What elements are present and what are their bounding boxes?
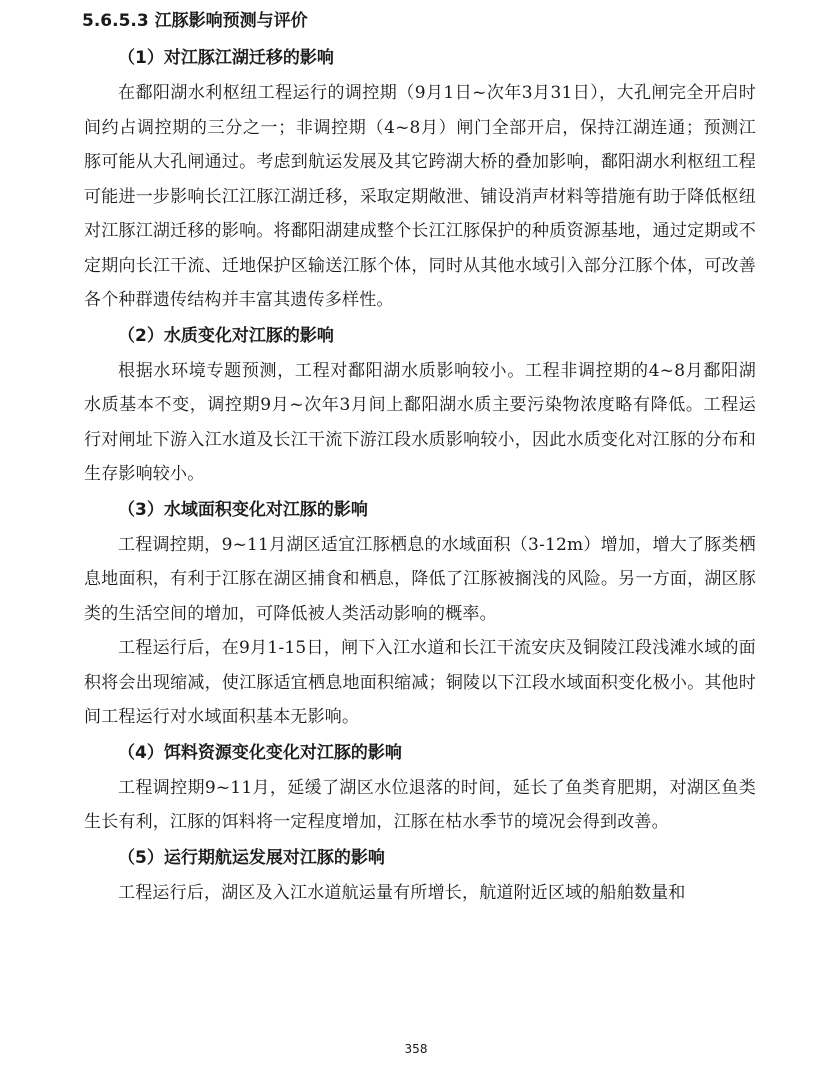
paragraph: 根据水环境专题预测，工程对鄱阳湖水质影响较小。工程非调控期的4~8月鄱阳湖水质基本不变，调控期9月~次年3月间上鄱阳湖水质主要污染物浓度略有降低。工程运行对闸址下游入江水道及长江干流下游江段水质影响较小，因此水质变化对江豚的分布和生存影响较小。 (84, 360, 756, 484)
subsection-title: （4）饵料资源变化变化对江豚的影响 (118, 742, 402, 763)
paragraph: 工程运行后，湖区及入江水道航运量有所增长，航道附近区域的船舶数量和 (118, 882, 686, 903)
paragraph: 在鄱阳湖水利枢纽工程运行的调控期（9月1日~次年3月31日），大孔闸完全开启时间约占调控期的三分之一；非调控期（4~8月）闸门全部开启，保持江湖连通；预测江豚可能从大孔闸通过。考虑到航运发展及其它跨湖大桥的叠加影响，鄱阳湖水利枢纽工程可能进一步影响长江江豚江湖迁移，采取定期敞泄、铺设消声材料等措施有助于降低枢纽对江豚江湖迁移的影响。将鄱阳湖建成整个长江江豚保护的种质资源基地，通过定期或不定期向长江干流、迁地保护区输送江豚个体，同时从其他水域引入部分江豚个体，可改善各个种群遗传结构并丰富其遗传多样性。 (84, 83, 756, 310)
paragraph: 工程调控期，9~11月湖区适宜江豚栖息的水域面积（3-12m）增加，增大了豚类栖息地面积，有利于江豚在湖区捕食和栖息，降低了江豚被搁浅的风险。另一方面，湖区豚类的生活空间的增加，可降低被人类活动影响的概率。 (84, 534, 756, 624)
page-number: 358 (404, 1042, 428, 1056)
subsection-title: （1）对江豚江湖迁移的影响 (118, 48, 334, 68)
subsection-title: （5）运行期航运发展对江豚的影响 (118, 847, 385, 868)
subsection-title: （3）水域面积变化对江豚的影响 (118, 499, 368, 520)
subsection-1 (84, 40, 756, 318)
paragraph: 工程调控期9~11月，延缓了湖区水位退落的时间，延长了鱼类育肥期，对湖区鱼类生长有利，江豚的饵料将一定程度增加，江豚在枯水季节的境况会得到改善。 (84, 777, 756, 832)
subsection-2 (84, 318, 756, 492)
paragraph: 工程运行后，在9月1-15日，闸下入江水道和长江干流安庆及铜陵江段浅滩水域的面积将会出现缩减，使江豚适宜栖息地面积缩减；铜陵以下江段水域面积变化极小。其他时间工程运行对水域面积基本无影响。 (84, 638, 756, 727)
section-title: 5.6.5.3 江豚影响预测与评价 (82, 11, 308, 31)
subsection-4 (84, 735, 756, 840)
subsection-title: （2）水质变化对江豚的影响 (118, 325, 334, 346)
subsection-5 (84, 840, 756, 911)
subsection-3 (84, 492, 756, 735)
